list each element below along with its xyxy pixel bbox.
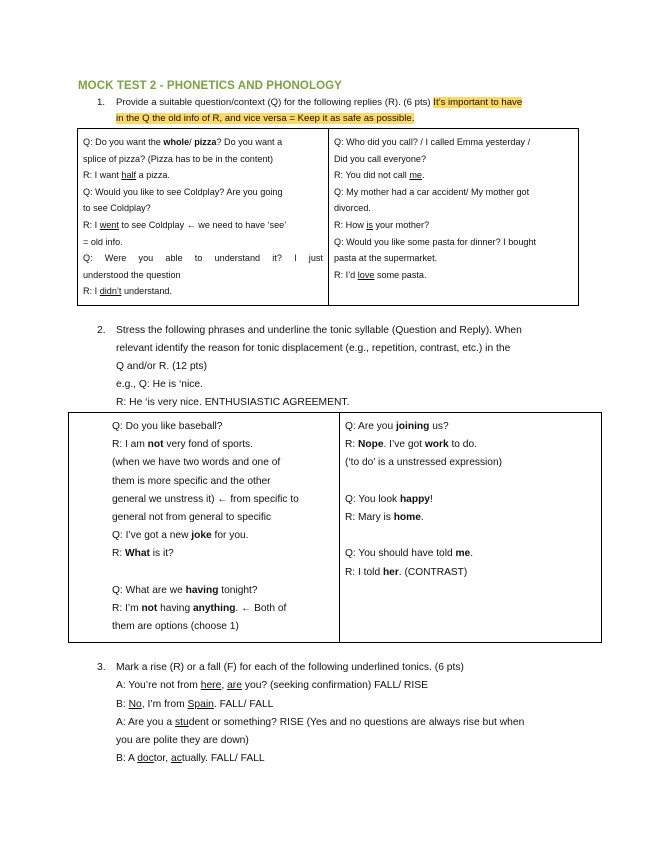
q2-example-r: R: He ‘is very nice. ENTHUSIASTIC AGREEMENT. [116, 397, 350, 408]
q1-line1: Provide a suitable question/context (Q) for the following replies (R). (6 pts) [116, 97, 431, 108]
q2-left-line: Q: I’ve got a new joke for you. [112, 530, 249, 542]
q3-line: B: No, I’m from Spain. FALL/ FALL [116, 698, 274, 710]
q2-table [68, 412, 602, 643]
q1-number: 1. [97, 97, 106, 108]
q2-table-right-cell [345, 418, 595, 582]
q1-left-line: to see Coldplay? [83, 203, 151, 214]
q2-right-line: Q: Are you joining us? [345, 421, 449, 432]
q1-left-line: Q: Would you like to see Coldplay? Are you going [83, 186, 283, 197]
q1-right-line: R: How is your mother? [334, 219, 430, 230]
q3-line: A: You’re not from here, are you? (seeking confirmation) FALL/ RISE [116, 680, 428, 692]
q3-line: you are polite they are down) [116, 735, 249, 747]
q1-table-left-cell [83, 134, 323, 300]
q1-table-divider [328, 129, 329, 305]
q3-line: B: A doctor, actually. FALL/ FALL [116, 753, 265, 765]
q1-highlight-1: It’s important to have [433, 97, 523, 108]
q2-line: Stress the following phrases and underline the tonic syllable (Question and Reply). When [116, 325, 522, 336]
q3-number: 3. [97, 662, 106, 673]
q2-right-line: (‘to do’ is a unstressed expression) [345, 457, 503, 469]
q2-instructions [116, 322, 596, 412]
q2-left-line: Q: What are we having tonight? [112, 584, 258, 596]
q2-right-line: R: Nope. I’ve got work to do. [345, 439, 477, 451]
q1-left-line: splice of pizza? (Pizza has to be in the content) [83, 153, 274, 164]
spacer [112, 564, 338, 582]
q2-left-line: (when we have two words and one of [112, 457, 281, 469]
q1-right-line: Q: My mother had a car accident/ My mother got [334, 186, 530, 197]
q2-right-line: R: I told her. (CONTRAST) [345, 566, 468, 578]
q1-right-line: R: You did not call me. [334, 170, 425, 181]
spacer [345, 527, 595, 545]
q2-line: Q and/or R. (12 pts) [116, 361, 207, 372]
q2-right-line: R: Mary is home. [345, 512, 424, 523]
q3-line: Mark a rise (R) or a fall (F) for each of the following underlined tonics. (6 pts) [116, 662, 464, 673]
q1-left-justified-line: Q: Were you able to understand it? I just [83, 253, 323, 264]
q2-example-q: e.g., Q: He is ‘nice. [116, 379, 203, 390]
q1-right-line: Q: Would you like some pasta for dinner? I bought [334, 236, 537, 247]
q2-table-left-cell [112, 418, 338, 636]
q2-left-line: Q: Do you like baseball? [112, 421, 223, 432]
q3-body [116, 659, 596, 769]
q2-number: 2. [97, 325, 106, 336]
spacer [345, 473, 595, 491]
q1-right-line: Did you call everyone? [334, 153, 426, 164]
q2-left-line: R: I’m not having anything. ← Both of [112, 603, 287, 615]
q1-highlight-2: in the Q the old info of R, and vice versa = Keep it as safe as possible. [116, 113, 415, 124]
q2-line: relevant identify the reason for tonic displacement (e.g., repetition, contrast, etc.) in the [116, 343, 511, 354]
q2-left-line: them is more specific and the other [112, 475, 271, 487]
q2-right-line: Q: You should have told me. [345, 548, 474, 560]
q2-left-line: general not from general to specific [112, 512, 272, 524]
q1-right-line: Q: Who did you call? / I called Emma yesterday / [334, 137, 531, 147]
q2-table-divider [339, 413, 340, 642]
q2-left-line: them are options (choose 1) [112, 621, 239, 633]
q1-left-line: R: I didn’t understand. [83, 286, 172, 297]
q1-left-line: Q: Do you want the whole/ pizza? Do you want a [83, 137, 283, 147]
q2-left-line: general we unstress it) ← from specific to [112, 493, 299, 505]
q1-right-line: pasta at the supermarket. [334, 253, 438, 264]
q1-left-line: R: I went to see Coldplay ← we need to have ‘see’ [83, 219, 287, 230]
q1-left-line: R: I want half a pizza. [83, 170, 170, 181]
q1-right-line: divorced. [334, 203, 371, 214]
page-title: MOCK TEST 2 - PHONETICS AND PHONOLOGY [78, 80, 342, 92]
q2-right-line: Q: You look happy! [345, 493, 433, 505]
q3-line: A: Are you a student or something? RISE (Yes and no questions are always rise but when [116, 716, 525, 728]
q1-left-line: understood the question [83, 269, 181, 280]
q1-left-line: = old info. [83, 236, 123, 247]
q1-table-right-cell [334, 134, 574, 283]
q2-left-line: R: I am not very fond of sports. [112, 439, 253, 451]
q1-table [77, 128, 579, 306]
q1-instructions [116, 95, 586, 127]
q1-right-line: R: I’d love some pasta. [334, 269, 427, 280]
q2-left-line: R: What is it? [112, 548, 174, 560]
